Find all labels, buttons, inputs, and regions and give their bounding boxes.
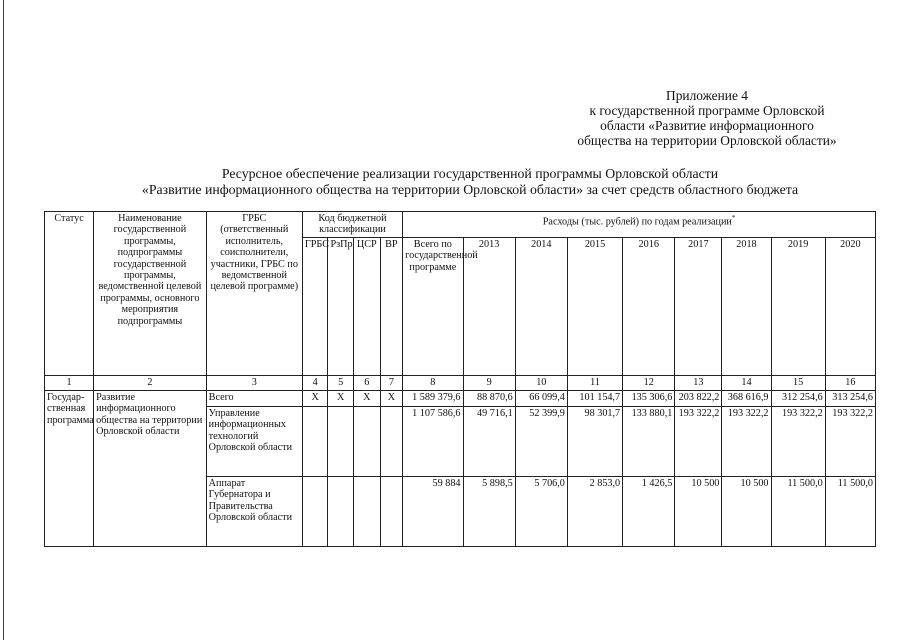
column-number: 13: [675, 375, 722, 390]
header-year: 2020: [825, 237, 875, 375]
grbs-cell: Управление информационных технологий Орловской области: [206, 406, 302, 476]
appendix-line: общества на территории Орловской области»: [577, 133, 837, 148]
amount-cell: 193 322,2: [722, 406, 771, 476]
code-cell: [354, 406, 381, 476]
amount-cell: 2 853,0: [567, 476, 622, 546]
column-number: 9: [463, 375, 515, 390]
amount-cell: 88 870,6: [463, 390, 515, 406]
appendix-note: [547, 88, 867, 148]
resource-table: [44, 211, 876, 547]
header-name: Наименование государственной программы, подпрограммы государственной программы, ведомственной целевой программы, основного мероприятия подпрограммы: [94, 212, 207, 376]
header-expenses: [403, 212, 876, 238]
code-cell: [354, 476, 381, 546]
header-year: 2019: [771, 237, 825, 375]
amount-cell: 98 301,7: [567, 406, 622, 476]
grbs-cell: Аппарат Губернатора и Правительства Орловской области: [206, 476, 302, 546]
appendix-line: области «Развитие информационного: [600, 118, 814, 133]
column-number: 12: [623, 375, 675, 390]
page-edge-line: [3, 0, 4, 640]
amount-cell: 135 306,6: [623, 390, 675, 406]
code-cell: [328, 476, 354, 546]
amount-cell: 5 706,0: [515, 476, 567, 546]
amount-cell: 368 616,9: [722, 390, 771, 406]
amount-cell: 49 716,1: [463, 406, 515, 476]
amount-cell: 133 880,1: [623, 406, 675, 476]
header-total: Всего по государственной программе: [403, 237, 463, 375]
amount-cell: 10 500: [722, 476, 771, 546]
header-code-rzpr: РзПр: [328, 237, 354, 375]
title-line: Ресурсное обеспечение реализации государственной программы Орловской области: [221, 166, 719, 181]
header-code-vr: ВР: [380, 237, 403, 375]
column-number: 3: [206, 375, 302, 390]
header-year: 2013: [463, 237, 515, 375]
header-year: 2014: [515, 237, 567, 375]
amount-cell: 203 822,2: [675, 390, 722, 406]
amount-cell: 11 500,0: [825, 476, 875, 546]
header-code-grbs: ГРБС: [302, 237, 328, 375]
header-grbs: ГРБС (ответственный исполнитель, соисполнители, участники, ГРБС по ведомственной целевой программе): [206, 212, 302, 376]
total-cell: 59 884: [403, 476, 463, 546]
column-number: 16: [825, 375, 875, 390]
column-number: 1: [45, 375, 94, 390]
grbs-cell: Всего: [206, 390, 302, 406]
amount-cell: 193 322,2: [771, 406, 825, 476]
header-year: 2015: [567, 237, 622, 375]
amount-cell: 193 322,2: [825, 406, 875, 476]
total-cell: 1 589 379,6: [403, 390, 463, 406]
header-code-csr: ЦСР: [354, 237, 381, 375]
appendix-line: Приложение 4: [666, 88, 748, 103]
code-cell: [380, 476, 403, 546]
code-cell: Х: [380, 390, 403, 406]
header-year: 2016: [623, 237, 675, 375]
header-year: 2018: [722, 237, 771, 375]
total-cell: 1 107 586,6: [403, 406, 463, 476]
document-title: [40, 166, 900, 198]
header-year: 2017: [675, 237, 722, 375]
footnote-mark: *: [731, 214, 736, 222]
amount-cell: 101 154,7: [567, 390, 622, 406]
amount-cell: 313 254,6: [825, 390, 875, 406]
code-cell: Х: [302, 390, 328, 406]
table-row: [45, 390, 876, 406]
code-cell: [302, 476, 328, 546]
column-number: 2: [94, 375, 207, 390]
code-cell: [380, 406, 403, 476]
program-name: Развитие информационного общества на территории Орловской области: [94, 390, 207, 546]
amount-cell: 193 322,2: [675, 406, 722, 476]
amount-cell: 5 898,5: [463, 476, 515, 546]
column-number: 15: [771, 375, 825, 390]
amount-cell: 52 399,9: [515, 406, 567, 476]
amount-cell: 66 099,4: [515, 390, 567, 406]
header-status: Статус: [45, 212, 94, 376]
header-budget-code: Код бюджетной классификации: [302, 212, 402, 238]
code-cell: [328, 406, 354, 476]
amount-cell: 10 500: [675, 476, 722, 546]
column-number: 11: [567, 375, 622, 390]
header-expenses-label: Расходы (тыс. рублей) по годам реализации: [542, 216, 732, 228]
column-number: 10: [515, 375, 567, 390]
column-number: 4: [302, 375, 328, 390]
program-status: Государ-ственная программа: [45, 390, 94, 546]
code-cell: Х: [354, 390, 381, 406]
column-number: 8: [403, 375, 463, 390]
amount-cell: 312 254,6: [771, 390, 825, 406]
column-number: 6: [354, 375, 381, 390]
title-line: «Развитие информационного общества на территории Орловской области» за счет средств областного бюджета: [141, 182, 799, 197]
amount-cell: 1 426,5: [623, 476, 675, 546]
column-number: 7: [380, 375, 403, 390]
appendix-line: к государственной программе Орловской: [589, 103, 825, 118]
column-number: 14: [722, 375, 771, 390]
column-number: 5: [328, 375, 354, 390]
code-cell: [302, 406, 328, 476]
amount-cell: 11 500,0: [771, 476, 825, 546]
code-cell: Х: [328, 390, 354, 406]
